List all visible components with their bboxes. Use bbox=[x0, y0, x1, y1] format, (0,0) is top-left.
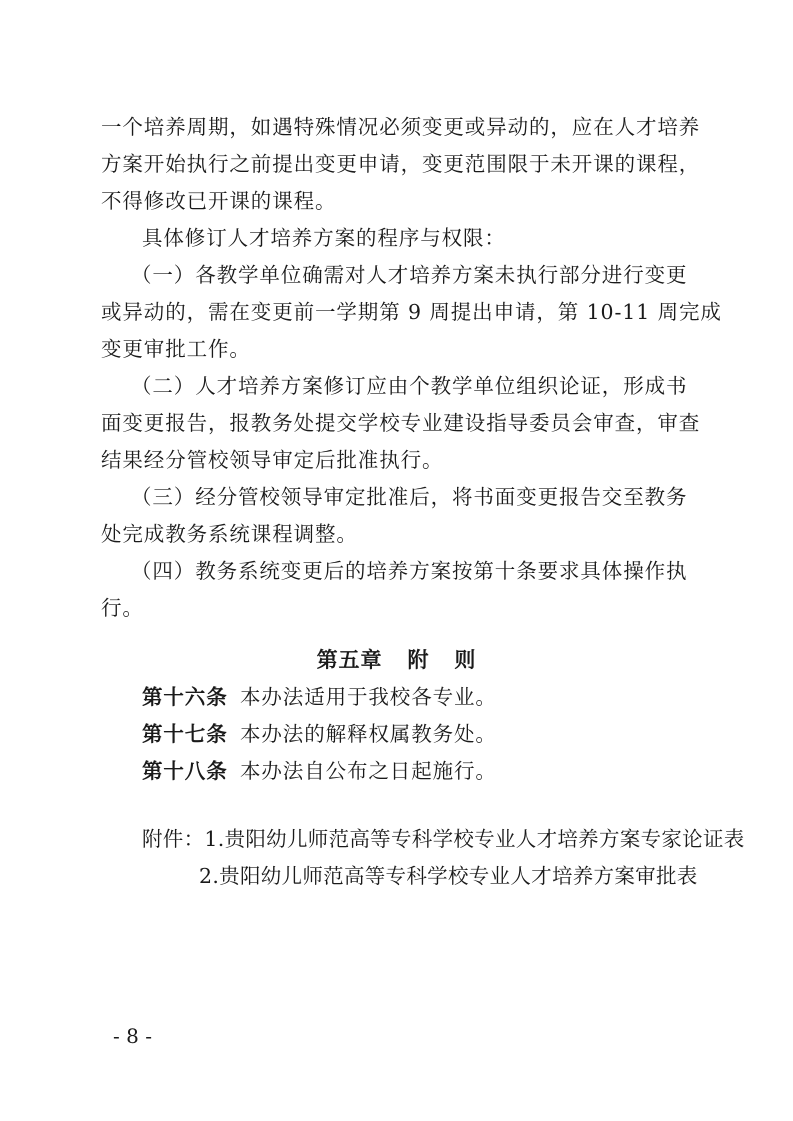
body-line-8: （二）人才培养方案修订应由个教学单位组织论证，形成书 bbox=[131, 374, 688, 398]
body-line-9: 面变更报告，报教务处提交学校专业建设指导委员会审查，审查 bbox=[101, 411, 701, 435]
body-line-14: 行。 bbox=[101, 596, 144, 620]
article-17 bbox=[142, 720, 497, 748]
attachment-line-1 bbox=[142, 825, 745, 853]
body-line-1: 一个培养周期，如遇特殊情况必须变更或异动的，应在人才培养 bbox=[101, 115, 701, 139]
article-text: 本办法适用于我校各专业。 bbox=[240, 685, 497, 709]
body-line-13: （四）教务系统变更后的培养方案按第十条要求具体操作执 bbox=[131, 559, 688, 583]
body-line-2: 方案开始执行之前提出变更申请，变更范围限于未开课的课程， bbox=[101, 152, 701, 176]
body-line-3: 不得修改已开课的课程。 bbox=[101, 189, 337, 213]
body-line-4: 具体修订人才培养方案的程序与权限： bbox=[142, 226, 506, 250]
body-line-11: （三）经分管校领导审定批准后，将书面变更报告交至教务 bbox=[131, 485, 688, 509]
article-text: 本办法的解释权属教务处。 bbox=[240, 722, 497, 746]
body-line-10: 结果经分管校领导审定后批准执行。 bbox=[101, 448, 444, 472]
article-16 bbox=[142, 683, 497, 711]
attachment-label: 附件： bbox=[142, 827, 205, 851]
article-number: 第十八条 bbox=[142, 759, 228, 783]
body-line-12: 处完成教务系统课程调整。 bbox=[101, 522, 358, 546]
attachment-item-2: 2.贵阳幼儿师范高等专科学校专业人才培养方案审批表 bbox=[199, 864, 698, 888]
article-number: 第十七条 bbox=[142, 722, 228, 746]
attachment-item-1: 1.贵阳幼儿师范高等专科学校专业人才培养方案专家论证表 bbox=[204, 827, 745, 851]
article-18 bbox=[142, 757, 497, 785]
article-text: 本办法自公布之日起施行。 bbox=[240, 759, 497, 783]
chapter-title: 第五章 附 则 bbox=[316, 647, 477, 672]
body-line-7: 变更审批工作。 bbox=[101, 337, 251, 361]
body-line-6: 或异动的，需在变更前一学期第 9 周提出申请，第 10-11 周完成 bbox=[101, 300, 722, 324]
body-line-5: （一）各教学单位确需对人才培养方案未执行部分进行变更 bbox=[131, 263, 688, 287]
article-number: 第十六条 bbox=[142, 685, 228, 709]
page-number: - 8 - bbox=[113, 1024, 152, 1048]
